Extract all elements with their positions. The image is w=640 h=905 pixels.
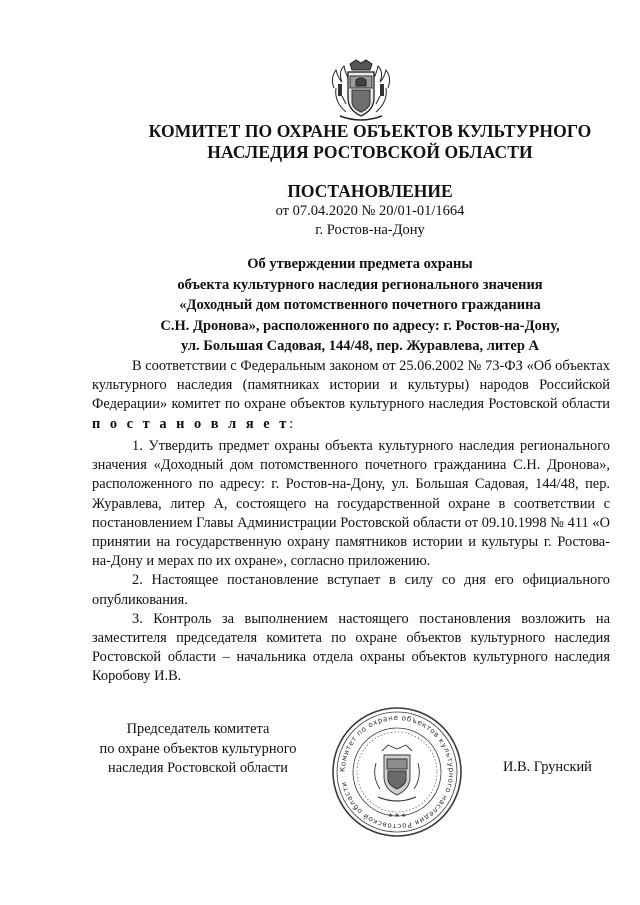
- clause-3: 3. Контроль за выполнением настоящего постановления возложить на заместителя председателя комитета по охране объектов культурного наследия Ростовской области – начальника отдела охраны объектов культурного наследия Коробову И.В.: [92, 610, 610, 685]
- subject-line: объекта культурного наследия регионального значения: [177, 276, 543, 293]
- clause-2: 2. Настоящее постановление вступает в силу со дня его официального опубликования.: [92, 572, 610, 608]
- resolves-word: п о с т а н о в л я е т: [92, 415, 290, 432]
- document-type: ПОСТАНОВЛЕНИЕ: [287, 181, 453, 201]
- preamble-text: В соответствии с Федеральным законом от 25.06.2002 № 73-ФЗ «Об объектах культурного наследия (памятниках истории и культуры) народов Российской Федерации» комитет по охране объектов культурного наследия Ростовской области: [92, 358, 610, 413]
- official-seal-icon: [330, 705, 464, 839]
- position-line: Председатель комитета: [126, 721, 270, 737]
- svg-text:★ ★ ★: ★ ★ ★: [387, 813, 407, 819]
- document-number: от 07.04.2020 № 20/01-01/1664: [275, 203, 465, 219]
- committee-name: [110, 121, 630, 163]
- seal-ring-text: Комитет по охране объектов культурного наследия Ростовской области: [337, 712, 457, 832]
- document-city: г. Ростов-на-Дону: [315, 222, 425, 238]
- document-subject: [120, 254, 600, 357]
- clause-1: 1. Утвердить предмет охраны объекта культурного наследия регионального значения «Доходный дом потомственного почетного гражданина С.Н. Дронова», расположенного по адресу: г. Ростов-на-Дону, ул. Большая Садовая, 144/48, пер. Журавлева, литер А, состоящего на государственной охране в соответствии с постановлением Главы Администрации Ростовской области от 09.10.1998 № 411 «О принятии на государственную охрану памятников истории и культуры г. Ростова-на-Дону и мерах по их охране», согласно приложению.: [92, 438, 610, 570]
- position-line: наследия Ростовской области: [108, 760, 288, 776]
- committee-name-line2: НАСЛЕДИЯ РОСТОВСКОЙ ОБЛАСТИ: [207, 142, 533, 162]
- signer-name: И.В. Грунский: [503, 759, 592, 775]
- subject-line: Об утверждении предмета охраны: [247, 256, 473, 272]
- coat-of-arms-icon: [326, 58, 396, 122]
- clauses-list: [92, 437, 610, 687]
- signatory-position: [68, 720, 328, 779]
- subject-line: С.Н. Дронова», расположенного по адресу: г. Ростов-на-Дону,: [160, 317, 560, 334]
- preamble-paragraph: [92, 357, 610, 434]
- resolves-colon: :: [289, 415, 294, 432]
- committee-name-line1: КОМИТЕТ ПО ОХРАНЕ ОБЪЕКТОВ КУЛЬТУРНОГО: [148, 121, 592, 141]
- subject-line: «Доходный дом потомственного почетного гражданина: [179, 297, 541, 314]
- position-line: по охране объектов культурного: [99, 740, 297, 757]
- subject-line: ул. Большая Садовая, 144/48, пер. Журавлева, литер А: [181, 338, 539, 355]
